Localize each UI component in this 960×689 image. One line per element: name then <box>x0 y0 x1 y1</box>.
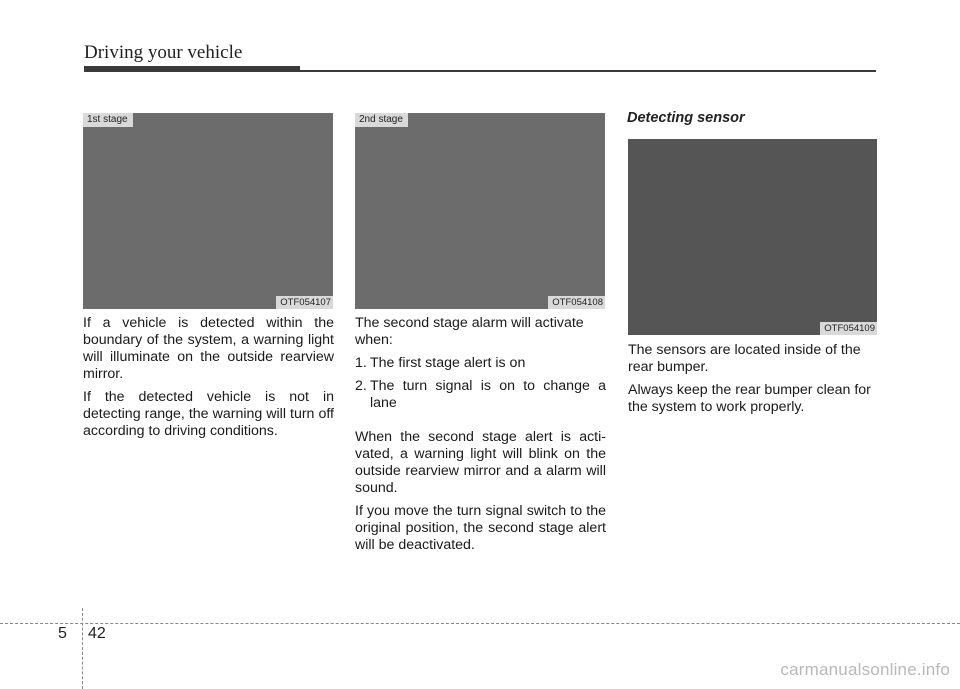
chapter-number: 5 <box>58 625 67 642</box>
figure-second-stage <box>355 113 605 309</box>
footer-divider <box>82 608 83 689</box>
page-number: 42 <box>88 625 106 642</box>
watermark: carmanualsonline.info <box>780 660 950 679</box>
column-1-text <box>83 315 334 446</box>
list-text: The first stage alert is on <box>370 355 526 371</box>
list-number: 2. <box>355 378 367 394</box>
column-2-text <box>355 315 606 560</box>
footer-rule <box>0 623 960 624</box>
paragraph: When the second stage alert is acti-vated, a warning light will blink on the outside rearview mirror and a alarm will sound. <box>355 429 606 496</box>
figure-stage-label: 1st stage <box>83 113 133 127</box>
paragraph: The sensors are located inside of the rear bumper. <box>628 342 861 375</box>
header-rule-thick <box>84 66 300 72</box>
list-item <box>355 355 606 372</box>
header-rule-thin <box>300 70 876 72</box>
paragraph: Always keep the rear bumper clean for the system to work properly. <box>628 382 871 415</box>
list-text: The turn signal is on to change a lane <box>370 378 606 411</box>
intro-paragraph: The second stage alarm will activate when: <box>355 315 584 348</box>
figure-first-stage <box>83 113 333 309</box>
page-header-title: Driving your vehicle <box>84 42 243 63</box>
list-item <box>355 378 606 412</box>
figure-stage-label: 2nd stage <box>355 113 408 127</box>
figure-code: OTF054109 <box>820 322 877 335</box>
paragraph: If you move the turn signal switch to the original position, the second stage alert will be deactivated. <box>355 503 606 553</box>
column-3-text <box>628 342 879 422</box>
list-number: 1. <box>355 355 367 371</box>
figure-code: OTF054108 <box>548 296 605 309</box>
section-heading: Detecting sensor <box>627 110 745 126</box>
paragraph: If a vehicle is detected within the boundary of the system, a warning light will illuminate on the outside rearview mirror. <box>83 315 334 382</box>
figure-code: OTF054107 <box>276 296 333 309</box>
figure-detecting-sensor <box>628 139 877 335</box>
condition-list <box>355 355 606 412</box>
paragraph: If the detected vehicle is not in detecting range, the warning will turn off according to driving conditions. <box>83 389 334 439</box>
